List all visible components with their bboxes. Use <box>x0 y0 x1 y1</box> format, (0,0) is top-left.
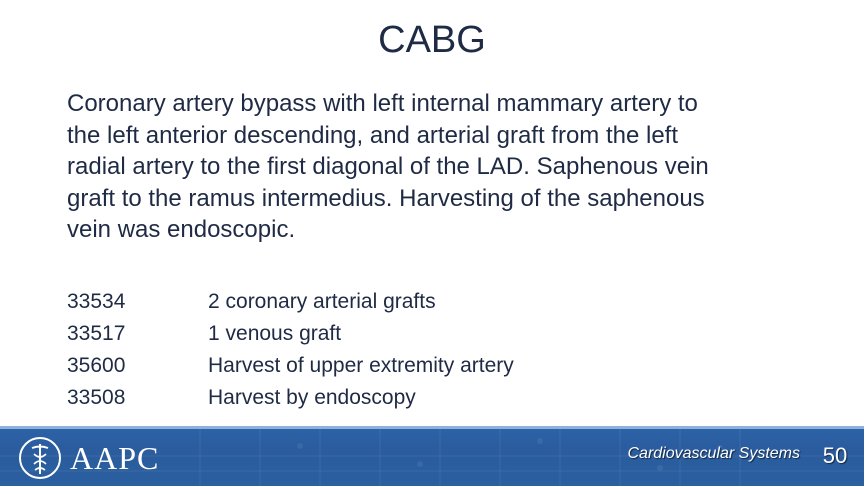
cpt-code: 35600 <box>67 354 126 377</box>
footer-divider <box>0 426 864 429</box>
description-line: radial artery to the first diagonal of the LAD. Saphenous vein <box>67 153 709 180</box>
cpt-code: 33517 <box>67 322 126 345</box>
cpt-code: 33508 <box>67 386 126 409</box>
code-row <box>67 350 827 382</box>
code-description: 1 venous graft <box>208 322 342 345</box>
code-row <box>67 382 827 414</box>
cpt-code: 33534 <box>67 290 126 313</box>
code-description: 2 coronary arterial grafts <box>208 290 436 313</box>
code-list <box>67 286 827 414</box>
footer-band <box>0 426 864 486</box>
code-description: Harvest by endoscopy <box>208 386 416 409</box>
description-line: the left anterior descending, and arterial graft from the left <box>67 121 679 149</box>
case-description <box>67 88 837 246</box>
slide-title: CABG <box>378 19 486 61</box>
caduceus-icon <box>18 436 62 480</box>
description-line: graft to the ramus intermedius. Harvesting of the saphenous <box>67 184 705 212</box>
section-label: Cardiovascular Systems <box>627 445 800 462</box>
description-line: Coronary artery bypass with left internal mammary artery to <box>67 90 698 117</box>
page-number: 50 <box>822 443 848 468</box>
aapc-logo <box>18 432 168 484</box>
code-description: Harvest of upper extremity artery <box>208 354 514 377</box>
description-line: vein was endoscopic. <box>67 216 296 243</box>
code-row <box>67 318 827 350</box>
code-row <box>67 286 827 318</box>
logo-text: AAPC <box>70 439 160 476</box>
